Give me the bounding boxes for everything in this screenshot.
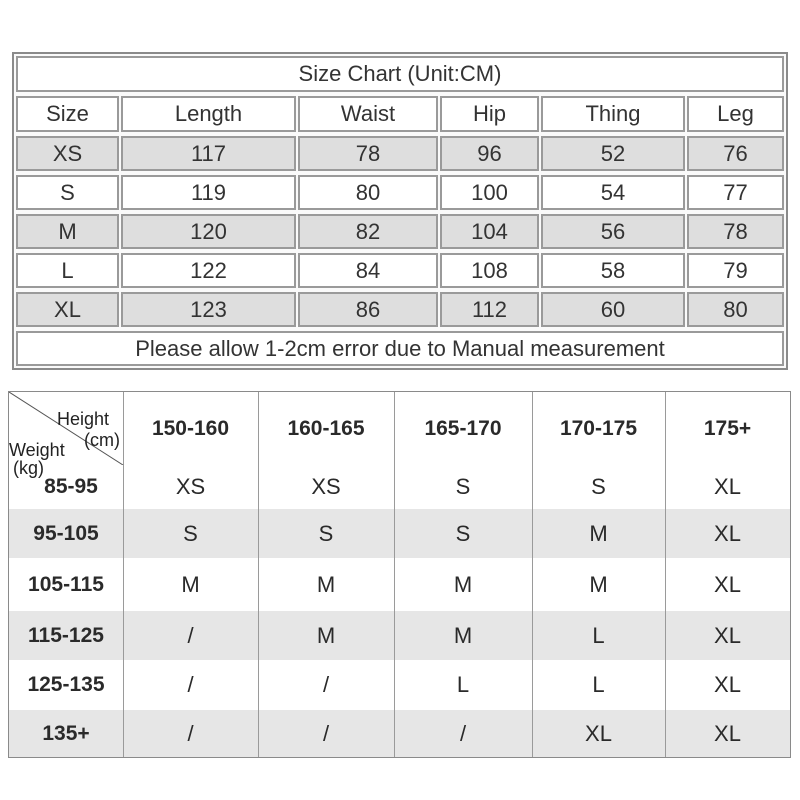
length-value: 120 [121, 214, 296, 249]
length-value: 122 [121, 253, 296, 288]
column-header-thigh: Thing [541, 96, 685, 132]
size-cell: M [453, 622, 473, 648]
height-range-header: 175+ [703, 416, 752, 440]
height-header-row [9, 392, 790, 465]
height-range-header: 150-160 [151, 416, 230, 440]
leg-value: 79 [687, 253, 784, 288]
column-header-size: Size [16, 96, 119, 132]
thigh-value: 60 [541, 292, 685, 327]
weight-range-label: 125-135 [27, 673, 105, 696]
length-value: 117 [121, 136, 296, 171]
size-cell: S [455, 520, 471, 546]
column-divider [394, 392, 395, 757]
size-cell: XL [714, 672, 741, 697]
length-value: 123 [121, 292, 296, 327]
size-label: XL [16, 292, 119, 327]
size-label: S [16, 175, 119, 210]
column-header-length: Length [121, 96, 296, 132]
size-cell: S [455, 474, 471, 499]
weight-range-label: 135+ [42, 721, 90, 745]
table-row [14, 253, 786, 288]
height-axis-label: Height [57, 409, 110, 429]
leg-value: 78 [687, 214, 784, 249]
size-cell: / [322, 672, 330, 697]
size-cell: L [592, 622, 605, 648]
size-cell: / [187, 720, 194, 746]
size-cell: / [322, 720, 330, 746]
size-label: XS [16, 136, 119, 171]
table-row [9, 465, 790, 509]
size-cell: / [459, 720, 467, 746]
column-header-hip: Hip [440, 96, 539, 132]
waist-value: 80 [298, 175, 438, 210]
waist-value: 84 [298, 253, 438, 288]
table-row [9, 558, 790, 611]
size-chart-title-row [14, 56, 786, 92]
waist-value: 86 [298, 292, 438, 327]
length-value: 119 [121, 175, 296, 210]
leg-value: 76 [687, 136, 784, 171]
table-row [9, 611, 790, 660]
size-cell: M [316, 622, 336, 648]
thigh-value: 58 [541, 253, 685, 288]
column-header-leg: Leg [687, 96, 784, 132]
size-chart-header-row [14, 96, 786, 132]
size-cell: L [456, 672, 470, 697]
column-divider [258, 392, 259, 757]
size-cell: XS [175, 474, 206, 499]
size-chart-table [12, 52, 788, 370]
hip-value: 96 [440, 136, 539, 171]
height-range-header: 170-175 [559, 416, 638, 440]
height-range-header: 160-165 [287, 416, 365, 440]
size-cell: M [589, 520, 608, 546]
size-cell: S [591, 474, 606, 499]
table-row [14, 214, 786, 249]
waist-value: 78 [298, 136, 438, 171]
size-recommendation-table [8, 391, 791, 758]
table-row [9, 509, 790, 558]
size-cell: / [187, 672, 194, 697]
size-cell: M [316, 571, 336, 597]
size-cell: M [453, 571, 473, 597]
table-row [9, 710, 790, 757]
column-divider [665, 392, 666, 757]
size-label: L [16, 253, 119, 288]
corner-header-cell [9, 392, 125, 478]
size-cell: XL [714, 571, 741, 597]
waist-value: 82 [298, 214, 438, 249]
measurement-note: Please allow 1-2cm error due to Manual measurement [16, 331, 784, 366]
size-cell: XL [714, 720, 741, 746]
table-row [14, 136, 786, 171]
hip-value: 100 [440, 175, 539, 210]
column-divider [532, 392, 533, 757]
size-cell: S [318, 520, 334, 546]
weight-unit-label: (kg) [13, 458, 44, 478]
size-chart-note-row [14, 331, 786, 366]
size-cell: M [181, 571, 200, 597]
table-row [14, 292, 786, 327]
size-cell: XL [714, 520, 741, 546]
height-range-header: 165-170 [424, 416, 502, 440]
weight-range-label: 105-115 [28, 572, 104, 596]
size-cell: / [187, 622, 194, 648]
size-cell: XL [585, 720, 612, 746]
thigh-value: 54 [541, 175, 685, 210]
size-cell: M [589, 571, 608, 597]
height-unit-label: (cm) [84, 430, 120, 450]
weight-axis-label: Weight [9, 440, 65, 460]
hip-value: 104 [440, 214, 539, 249]
hip-value: 108 [440, 253, 539, 288]
size-cell: S [183, 520, 198, 546]
table-row [9, 660, 790, 710]
size-cell: XL [714, 474, 741, 499]
column-header-waist: Waist [298, 96, 438, 132]
leg-value: 77 [687, 175, 784, 210]
weight-range-label: 115-125 [28, 623, 104, 647]
size-cell: XL [714, 622, 741, 648]
size-cell: L [592, 672, 605, 697]
size-chart-title: Size Chart (Unit:CM) [16, 56, 784, 92]
weight-range-label: 95-105 [33, 521, 99, 545]
hip-value: 112 [440, 292, 539, 327]
thigh-value: 52 [541, 136, 685, 171]
thigh-value: 56 [541, 214, 685, 249]
weight-range-label: 85-95 [44, 475, 98, 498]
size-label: M [16, 214, 119, 249]
table-row [14, 175, 786, 210]
leg-value: 80 [687, 292, 784, 327]
size-cell: XS [311, 474, 341, 499]
